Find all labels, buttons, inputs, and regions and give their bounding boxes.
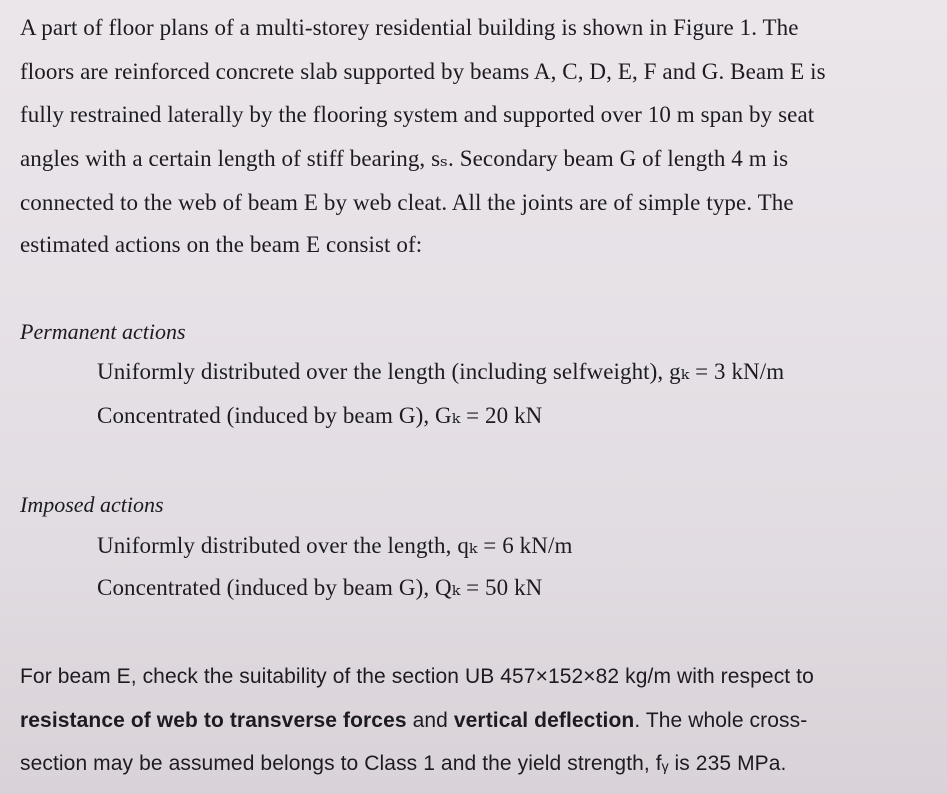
imposed-udl-line: Uniformly distributed over the length, qₖ = 6 kN/m — [97, 533, 573, 558]
intro-line-1: A part of floor plans of a multi-storey residential building is shown in Figure 1. The — [20, 15, 799, 40]
permanent-udl-line: Uniformly distributed over the length (including selfweight), gₖ = 3 kN/m — [97, 359, 785, 384]
task-line-2-end: . The whole cross- — [634, 709, 808, 732]
permanent-actions-heading: Permanent actions — [20, 319, 186, 344]
task-bold-web-resistance: resistance of web to transverse forces — [20, 709, 407, 732]
intro-line-4: angles with a certain length of stiff bearing, sₛ. Secondary beam G of length 4 m is — [20, 146, 789, 171]
task-line-1: For beam E, check the suitability of the section UB 457×152×82 kg/m with respect to — [20, 665, 814, 688]
permanent-concentrated-line: Concentrated (induced by beam G), Gₖ = 20 kN — [97, 403, 543, 428]
intro-line-2: floors are reinforced concrete slab supported by beams A, C, D, E, F and G. Beam E is — [20, 59, 826, 84]
task-line-2 — [20, 707, 807, 735]
task-connector-text: and — [406, 709, 454, 732]
task-bold-vertical-deflection: vertical deflection — [453, 709, 635, 732]
task-line-3: section may be assumed belongs to Class 1 and the yield strength, fᵧ is 235 MPa. — [20, 752, 787, 775]
imposed-actions-heading: Imposed actions — [20, 492, 164, 517]
intro-line-6: estimated actions on the beam E consist of: — [20, 232, 423, 257]
imposed-concentrated-line: Concentrated (induced by beam G), Qₖ = 50 kN — [97, 575, 543, 600]
intro-line-3: fully restrained laterally by the flooring system and supported over 10 m span by seat — [20, 102, 815, 127]
intro-line-5: connected to the web of beam E by web cleat. All the joints are of simple type. The — [20, 190, 794, 215]
